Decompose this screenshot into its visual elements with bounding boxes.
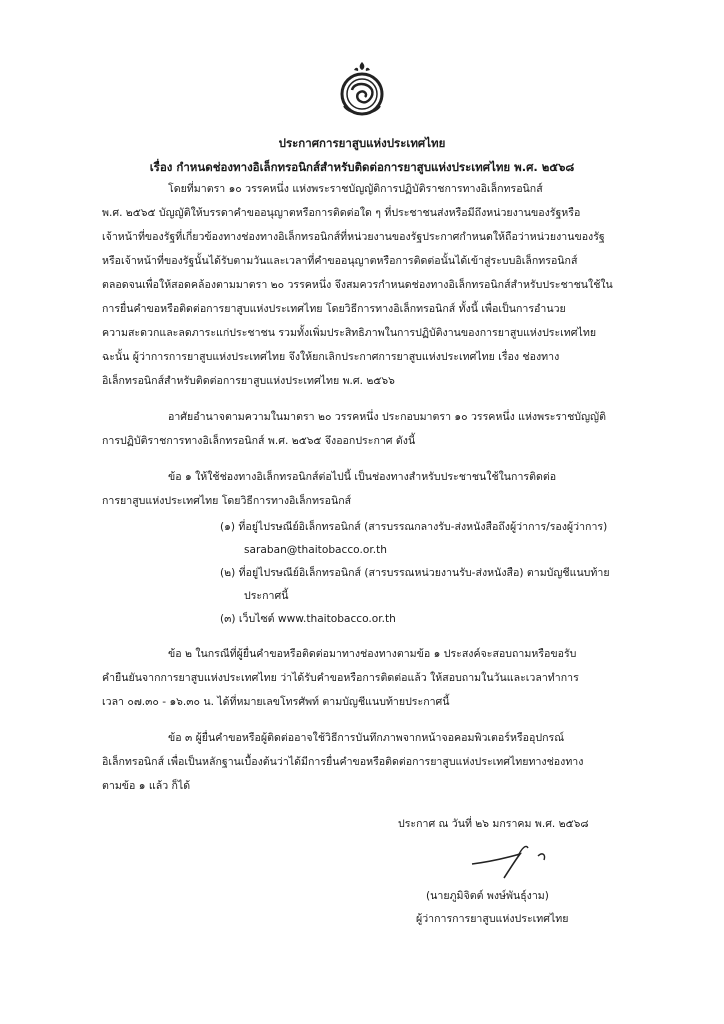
paragraph-line: การยื่นคำขอหรือติดต่อการยาสูบแห่งประเทศไทย โดยวิธีการทางอิเล็กทรอนิกส์ ทั้งนี้ เพื่อเป็นการอำนวย xyxy=(102,303,566,315)
tobacco-authority-seal-icon xyxy=(338,60,386,118)
clause-3-line: ตามข้อ ๑ แล้ว ก็ได้ xyxy=(102,780,191,792)
channel-item-2: (๒) ที่อยู่ไปรษณีย์อิเล็กทรอนิกส์ (สารบรรณหน่วยงานรับ-ส่งหนังสือ) ตามบัญชีแนบท้าย xyxy=(220,567,610,579)
signer-title: ผู้ว่าการการยาสูบแห่งประเทศไทย xyxy=(416,913,569,925)
paragraph-line: การปฏิบัติราชการทางอิเล็กทรอนิกส์ พ.ศ. ๒๕๖๕ จึงออกประกาศ ดังนี้ xyxy=(102,435,416,447)
paragraph-line: อิเล็กทรอนิกส์สำหรับติดต่อการยาสูบแห่งประเทศไทย พ.ศ. ๒๕๖๖ xyxy=(102,375,395,387)
channel-item-3: (๓) เว็บไซต์ www.thaitobacco.or.th xyxy=(220,613,396,625)
channel-item-2-cont: ประกาศนี้ xyxy=(244,590,289,602)
clause-2-line: ข้อ ๒ ในกรณีที่ผู้ยื่นคำขอหรือติดต่อมาทางช่องทางตามข้อ ๑ ประสงค์จะสอบถามหรือขอรับ xyxy=(168,648,577,660)
clause-3-line: อิเล็กทรอนิกส์ เพื่อเป็นหลักฐานเบื้องต้นว่าได้มีการยื่นคำขอหรือติดต่อการยาสูบแห่งประเทศไทยทางช่องทาง xyxy=(102,756,584,768)
clause-2-line: เวลา ๐๗.๓๐ - ๑๖.๓๐ น. ได้ที่หมายเลขโทรศัพท์ ตามบัญชีแนบท้ายประกาศนี้ xyxy=(102,696,450,708)
announcement-date: ประกาศ ณ วันที่ ๒๖ มกราคม พ.ศ. ๒๕๖๘ xyxy=(398,818,589,830)
channel-item-1-email: saraban@thaitobacco.or.th xyxy=(244,544,387,556)
clause-2-line: คำยืนยันจากการยาสูบแห่งประเทศไทย ว่าได้รับคำขอหรือการติดต่อแล้ว ให้สอบถามในวันและเวลาทำการ xyxy=(102,672,579,684)
paragraph-line: โดยที่มาตรา ๑๐ วรรคหนึ่ง แห่งพระราชบัญญัติการปฏิบัติราชการทางอิเล็กทรอนิกส์ xyxy=(168,183,543,195)
channel-item-1: (๑) ที่อยู่ไปรษณีย์อิเล็กทรอนิกส์ (สารบรรณกลางรับ-ส่งหนังสือถึงผู้ว่าการ/รองผู้ว่าการ) xyxy=(220,521,608,533)
paragraph-line: พ.ศ. ๒๕๖๕ บัญญัติให้บรรดาคำขออนุญาตหรือการติดต่อใด ๆ ที่ประชาชนส่งหรือมีถึงหน่วยงานของรัฐหรือ xyxy=(102,207,581,219)
paragraph-line: ฉะนั้น ผู้ว่าการการยาสูบแห่งประเทศไทย จึงให้ยกเลิกประกาศการยาสูบแห่งประเทศไทย เรื่อง ช่องทาง xyxy=(102,351,560,363)
clause-1-line: การยาสูบแห่งประเทศไทย โดยวิธีการทางอิเล็กทรอนิกส์ xyxy=(102,495,352,507)
clause-3-line: ข้อ ๓ ผู้ยื่นคำขอหรือผู้ติดต่ออาจใช้วิธีการบันทึกภาพจากหน้าจอคอมพิวเตอร์หรืออุปกรณ์ xyxy=(168,732,565,744)
paragraph-line: ความสะดวกและลดภาระแก่ประชาชน รวมทั้งเพิ่มประสิทธิภาพในการปฏิบัติงานของการยาสูบแห่งประเทศไทย xyxy=(102,327,597,339)
paragraph-line: ตลอดจนเพื่อให้สอดคล้องตามมาตรา ๒๐ วรรคหนึ่ง จึงสมควรกำหนดช่องทางอิเล็กทรอนิกส์สำหรับประชาชนใช้ใน xyxy=(102,279,613,291)
announcement-title: ประกาศการยาสูบแห่งประเทศไทย xyxy=(278,136,446,150)
paragraph-line: เจ้าหน้าที่ของรัฐที่เกี่ยวข้องทางช่องทางอิเล็กทรอนิกส์ที่หน่วยงานของรัฐประกาศกำหนดให้ถือว่าหน่วยงานของรัฐ xyxy=(102,231,605,243)
signer-name: (นายภูมิจิตต์ พงษ์พันธุ์งาม) xyxy=(426,890,549,902)
paragraph-line: อาศัยอำนาจตามความในมาตรา ๒๐ วรรคหนึ่ง ประกอบมาตรา ๑๐ วรรคหนึ่ง แห่งพระราชบัญญัติ xyxy=(168,411,606,423)
clause-1-line: ข้อ ๑ ให้ใช้ช่องทางอิเล็กทรอนิกส์ต่อไปนี้ เป็นช่องทางสำหรับประชาชนใช้ในการติดต่อ xyxy=(168,471,557,483)
signature-icon xyxy=(468,838,552,880)
paragraph-line: หรือเจ้าหน้าที่ของรัฐนั้นได้รับตามวันและเวลาที่คำขออนุญาตหรือการติดต่อนั้นได้เข้าสู่ระบบอิเล็กทรอนิกส์ xyxy=(102,255,578,267)
announcement-subject: เรื่อง กำหนดช่องทางอิเล็กทรอนิกส์สำหรับติดต่อการยาสูบแห่งประเทศไทย พ.ศ. ๒๕๖๘ xyxy=(149,160,575,174)
